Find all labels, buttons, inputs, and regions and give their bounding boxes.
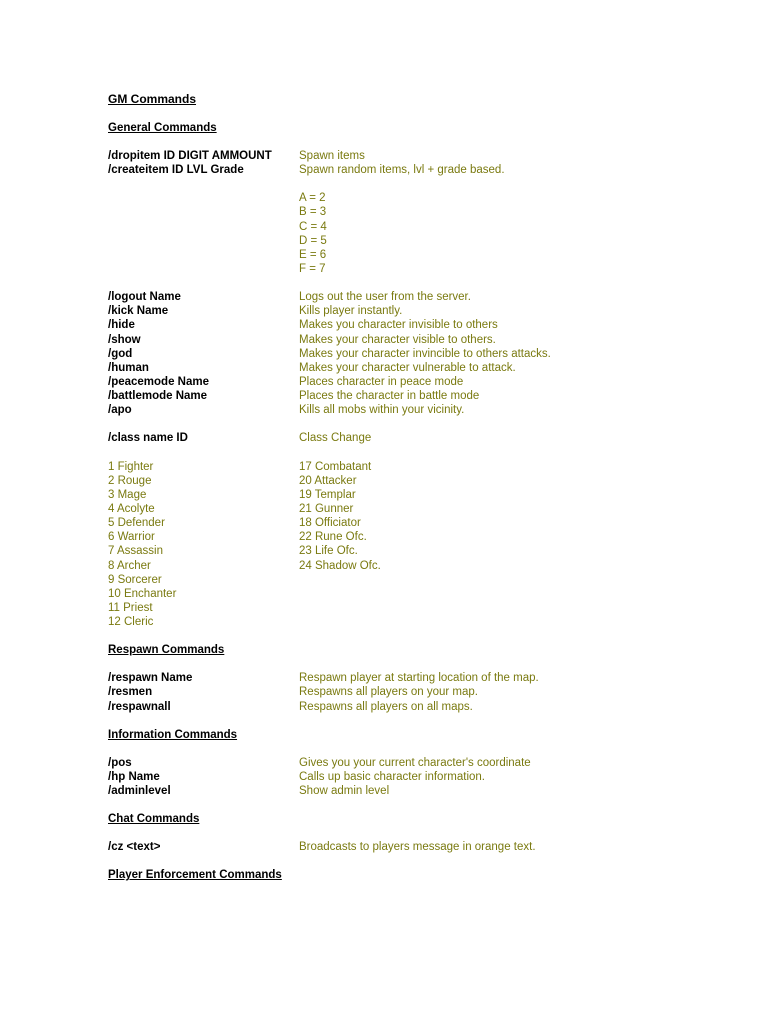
command-row <box>108 671 728 685</box>
class-item: 3 Mage <box>108 488 147 501</box>
command-description: Respawn player at starting location of the map. <box>299 672 539 685</box>
command-name: /human <box>108 361 149 374</box>
class-list-right <box>299 460 381 630</box>
command-description: Calls up basic character information. <box>299 770 485 783</box>
command-description: Kills all mobs within your vicinity. <box>299 404 465 417</box>
command-description: Kills player instantly. <box>299 305 403 318</box>
command-name: /hp Name <box>108 770 160 783</box>
class-item: 4 Acolyte <box>108 502 155 515</box>
class-item: 5 Defender <box>108 517 165 530</box>
command-row <box>108 290 728 304</box>
section-heading-general: General Commands <box>108 122 217 134</box>
command-name: /createitem ID LVL Grade <box>108 164 244 177</box>
class-item: 20 Attacker <box>299 474 357 487</box>
command-name: /show <box>108 333 141 346</box>
command-row <box>108 361 728 375</box>
class-item: 22 Rune Ofc. <box>299 531 367 544</box>
command-name: /apo <box>108 404 132 417</box>
command-description: Makes you character invisible to others <box>299 319 498 332</box>
section-heading-enforcement: Player Enforcement Commands <box>108 869 282 882</box>
command-name: /logout Name <box>108 291 181 304</box>
command-name: /hide <box>108 319 135 332</box>
command-row <box>108 700 728 714</box>
command-name: /respawnall <box>108 700 171 713</box>
command-row <box>108 840 728 854</box>
command-row <box>108 333 728 347</box>
command-name: /pos <box>108 756 132 769</box>
class-item: 11 Priest <box>108 601 153 614</box>
command-row <box>108 347 728 361</box>
class-list <box>108 460 728 630</box>
command-name: /cz <text> <box>108 841 161 854</box>
command-row <box>108 318 728 332</box>
command-name: /class name ID <box>108 432 188 445</box>
command-name: /adminlevel <box>108 784 171 797</box>
command-row <box>108 431 728 445</box>
command-description: Makes your character vulnerable to attack. <box>299 361 516 374</box>
command-row <box>108 756 728 770</box>
command-name: /peacemode Name <box>108 375 209 388</box>
command-description: Spawn random items, lvl + grade based. <box>299 164 505 177</box>
class-item: 21 Gunner <box>299 502 354 515</box>
grade-item: F = 7 <box>299 262 326 275</box>
class-item: 6 Warrior <box>108 531 155 544</box>
class-item: 23 Life Ofc. <box>299 545 358 558</box>
class-item: 2 Rouge <box>108 474 152 487</box>
command-description: Gives you your current character's coordinate <box>299 756 531 769</box>
command-description: Spawn items <box>299 150 365 162</box>
class-item: 10 Enchanter <box>108 587 177 600</box>
command-description: Show admin level <box>299 784 390 797</box>
command-description: Broadcasts to players message in orange text. <box>299 841 536 854</box>
command-name: /kick Name <box>108 305 169 318</box>
command-name: /dropitem ID DIGIT AMMOUNT <box>108 150 272 162</box>
class-list-left <box>108 460 299 630</box>
class-item: 1 Fighter <box>108 460 154 473</box>
class-item: 17 Combatant <box>299 460 372 473</box>
command-row <box>108 163 728 177</box>
command-description: Places the character in battle mode <box>299 390 480 403</box>
document-page <box>108 91 728 896</box>
command-row <box>108 784 728 798</box>
command-row <box>108 149 728 163</box>
section-heading-respawn: Respawn Commands <box>108 644 225 657</box>
command-description: Respawns all players on your map. <box>299 686 478 699</box>
class-item: 24 Shadow Ofc. <box>299 559 381 572</box>
command-row <box>108 389 728 403</box>
command-row <box>108 403 728 417</box>
command-description: Places character in peace mode <box>299 375 464 388</box>
command-name: /battlemode Name <box>108 390 208 403</box>
command-row <box>108 304 728 318</box>
grade-item: E = 6 <box>299 248 327 261</box>
class-item: 7 Assassin <box>108 545 163 558</box>
class-item: 19 Templar <box>299 488 356 501</box>
command-description: Makes your character visible to others. <box>299 333 496 346</box>
command-name: /god <box>108 347 133 360</box>
grade-item: B = 3 <box>299 206 327 219</box>
grade-list <box>108 191 728 276</box>
class-item: 18 Officiator <box>299 517 361 530</box>
grade-item: D = 5 <box>299 234 327 247</box>
command-description: Class Change <box>299 432 372 445</box>
page-title: GM Commands <box>108 92 197 106</box>
command-name: /resmen <box>108 686 153 699</box>
command-description: Makes your character invincible to others attacks. <box>299 347 551 360</box>
command-name: /respawn Name <box>108 672 193 685</box>
command-row <box>108 375 728 389</box>
section-heading-information: Information Commands <box>108 728 238 741</box>
grade-item: C = 4 <box>299 220 327 233</box>
command-description: Respawns all players on all maps. <box>299 700 473 713</box>
command-row <box>108 770 728 784</box>
section-heading-chat: Chat Commands <box>108 813 200 826</box>
command-row <box>108 685 728 699</box>
class-item: 8 Archer <box>108 559 151 572</box>
class-item: 9 Sorcerer <box>108 573 162 586</box>
command-description: Logs out the user from the server. <box>299 291 471 304</box>
class-item: 12 Cleric <box>108 616 154 629</box>
grade-item: A = 2 <box>299 192 326 205</box>
